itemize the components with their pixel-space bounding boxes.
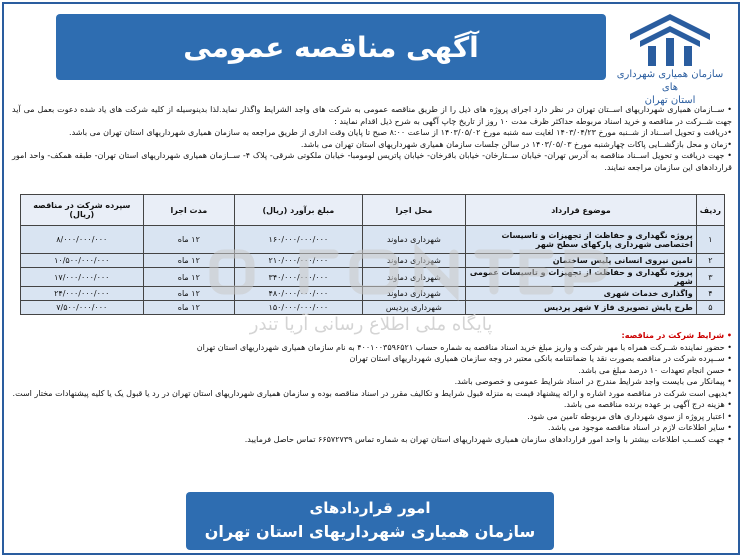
cell-location: شهرداری پردیس — [362, 301, 466, 315]
column-header-subject: موضوع قرارداد — [466, 195, 697, 226]
logo-caption-line1: سازمان همیاری شهرداری های — [616, 69, 724, 93]
cell-duration: ۱۲ ماه — [143, 226, 235, 254]
cell-deposit: ۱۷/۰۰۰/۰۰۰/۰۰۰ — [21, 268, 144, 287]
tender-table — [20, 194, 725, 315]
page-title: آگهی مناقصه عمومی — [183, 30, 479, 64]
condition-item: • جهت کســب اطلاعات بیشتر با واحد امور قراردادهای سازمان همیاری شهرداریهای استان تهران به شماره تماس ۶۶۵۷۲۷۳۹ تماس حاصل فرمایید. — [244, 434, 732, 444]
cell-estimate: ۱۶۰/۰۰۰/۰۰۰/۰۰۰ — [235, 226, 363, 254]
cell-subject: پروژه نگهداری و حفاظت از تجهیزات و تاسیسات عمومی شهر — [466, 268, 697, 287]
table-row — [21, 254, 725, 268]
header — [4, 4, 738, 106]
cell-deposit: ۸/۰۰۰/۰۰۰/۰۰۰ — [21, 226, 144, 254]
condition-item: • حسن انجام تعهدات ۱۰ درصد مبلغ می باشد. — [578, 365, 732, 375]
cell-estimate: ۱۵۰/۰۰۰/۰۰۰/۰۰۰ — [235, 301, 363, 315]
logo-caption — [608, 68, 732, 107]
footer-signature — [186, 492, 554, 550]
cell-subject: واگذاری خدمات شهری — [466, 287, 697, 301]
cell-location: شهرداری دماوند — [362, 287, 466, 301]
intro-paragraph: • ســازمان همیاری شهرداریهای اســتان تهران در نظر دارد اجرای پروژه های ذیل را از طریق مناقصه عمومی به شرکت های واجد الشرایط واگذار نماید.لذا بدینوسیله از کلیه شرکت های یاد شده دعوت بعمل می آید جهت شــرکت در مناقصه و خرید اسناد مربوطه حداکثر ظرف مدت ۱۰ روز از تاریخ چاپ آگهی به شرح ذیل اقدام نمایند : — [12, 105, 732, 126]
cell-row-number: ۵ — [696, 301, 724, 315]
watermark-text: پایگاه ملی اطلاع رسانی آریا تندر — [249, 314, 493, 335]
table-row — [21, 226, 725, 254]
condition-item: • حضور نماینده شــرکت همراه با مهر شرکت و واریز مبلغ خرید اسناد مناقصه به شماره حساب ۴۰۰۱۰۰۳۵۹۶۵۲۱ به نام سازمان همیاری شهرداریهای استان تهران — [196, 342, 732, 352]
cell-estimate: ۴۸۰/۰۰۰/۰۰۰/۰۰۰ — [235, 287, 363, 301]
table-row — [21, 268, 725, 287]
intro-paragraph: •زمان و محل بازگشــایی پاکات چهارشنبه مورخ ۱۴۰۳/۰۵/۰۳ در سالن جلسات سازمان همیاری شهرداریهای استان تهران می باشد. — [300, 139, 732, 149]
cell-row-number: ۲ — [696, 254, 724, 268]
cell-row-number: ۳ — [696, 268, 724, 287]
organization-logo — [608, 10, 732, 106]
cell-location: شهرداری دماوند — [362, 254, 466, 268]
cell-location: شهرداری دماوند — [362, 226, 466, 254]
condition-item: • اعتبار پروژه از سوی شهرداری های مربوطه تامین می شود. — [527, 411, 732, 421]
condition-item: •بدیهی است شرکت در مناقصه مورد اشاره و ارائه پیشنهاد قیمت به منزله قبول شرایط و تکالیف مقرر در اسناد مناقصه بوده و سازمان همیاری شهرداریهای استان تهران در رد یا قبول یک یا کلیه پیشنهادات مختار است. — [12, 388, 732, 398]
column-header-deposit: سپرده شرکت در مناقصه (ریال) — [21, 195, 144, 226]
column-header-duration: مدت اجرا — [143, 195, 235, 226]
advertisement-page — [2, 2, 740, 555]
condition-item: • ســپرده شرکت در مناقصه بصورت نقد یا ضمانتنامه بانکی معتبر در وجه سازمان همیاری شهرداریهای استان تهران — [349, 354, 732, 363]
column-header-row-number: ردیف — [696, 195, 724, 226]
title-banner — [56, 14, 606, 80]
conditions-section — [12, 330, 732, 445]
logo-caption-line2: استان تهران — [644, 95, 696, 106]
cell-duration: ۱۲ ماه — [143, 287, 235, 301]
column-header-estimate: مبلغ برآورد (ریال) — [235, 195, 363, 226]
cell-duration: ۱۲ ماه — [143, 254, 235, 268]
cell-duration: ۱۲ ماه — [143, 268, 235, 287]
cell-estimate: ۳۴۰/۰۰۰/۰۰۰/۰۰۰ — [235, 268, 363, 287]
condition-item: • پیمانکار می بایست واجد شرایط مندرج در اسناد شرایط عمومی و خصوصی باشد. — [454, 377, 732, 386]
table-row — [21, 301, 725, 315]
intro-paragraphs — [12, 104, 732, 173]
cell-row-number: ۱ — [696, 226, 724, 254]
cell-deposit: ۲۴/۰۰۰/۰۰۰/۰۰۰ — [21, 287, 144, 301]
cell-location: شهرداری دماوند — [362, 268, 466, 287]
condition-item: • سایر اطلاعات لازم در اسناد مناقصه موجود می باشد. — [548, 423, 732, 432]
table-header-row — [21, 195, 725, 226]
footer-line2: سازمان همیاری شهرداریهای استان تهران — [204, 522, 536, 541]
cell-subject: تامین نیروی انسانی پلیس ساختمان — [466, 254, 697, 268]
cell-duration: ۱۲ ماه — [143, 301, 235, 315]
footer-line1: امور قراردادهای — [309, 499, 431, 517]
intro-paragraph: • جهت دریافت و تحویل اســناد مناقصه به آدرس تهران- خیابان ســتارخان- خیابان باقرخان- خیابان پاتریس لومومبا- خیابان ملکوتی شرقی- پلاک ۴- ســازمان همیاری شهرداریهای استان تهران- طبقه همکف- واحد امور قراردادهای این سازمان مراجعه نمایند. — [12, 151, 732, 172]
logo-emblem-icon — [628, 12, 712, 68]
cell-estimate: ۲۱۰/۰۰۰/۰۰۰/۰۰۰ — [235, 254, 363, 268]
cell-deposit: ۱۰/۵۰۰/۰۰۰/۰۰۰ — [21, 254, 144, 268]
cell-deposit: ۷/۵۰۰/۰۰۰/۰۰۰ — [21, 301, 144, 315]
conditions-heading: • شرایط شرکت در مناقصه: — [621, 331, 732, 340]
intro-paragraph: •دریافت و تحویل اســناد از شــنبه مورخ ۱۴۰۳/۰۴/۲۳ لغایت سه شنبه مورخ ۱۴۰۳/۰۵/۰۲ از ساعت ۸:۰۰ صبح تا پایان وقت اداری از طریق مراجعه به سازمان همیاری شهرداریهای استان تهران می باشد. — [69, 128, 732, 137]
cell-subject: پروژه نگهداری و حفاظت از تجهیزات و تاسیسات اختصاصی شهرداری پارکهای سطح شهر — [466, 226, 697, 254]
column-header-location: محل اجرا — [362, 195, 466, 226]
table-row — [21, 287, 725, 301]
cell-subject: طرح پایش تصویری فاز ۷ شهر پردیس — [466, 301, 697, 315]
condition-item: • هزینه درج آگهی بر عهده برنده مناقصه می باشد. — [563, 400, 732, 409]
cell-row-number: ۴ — [696, 287, 724, 301]
